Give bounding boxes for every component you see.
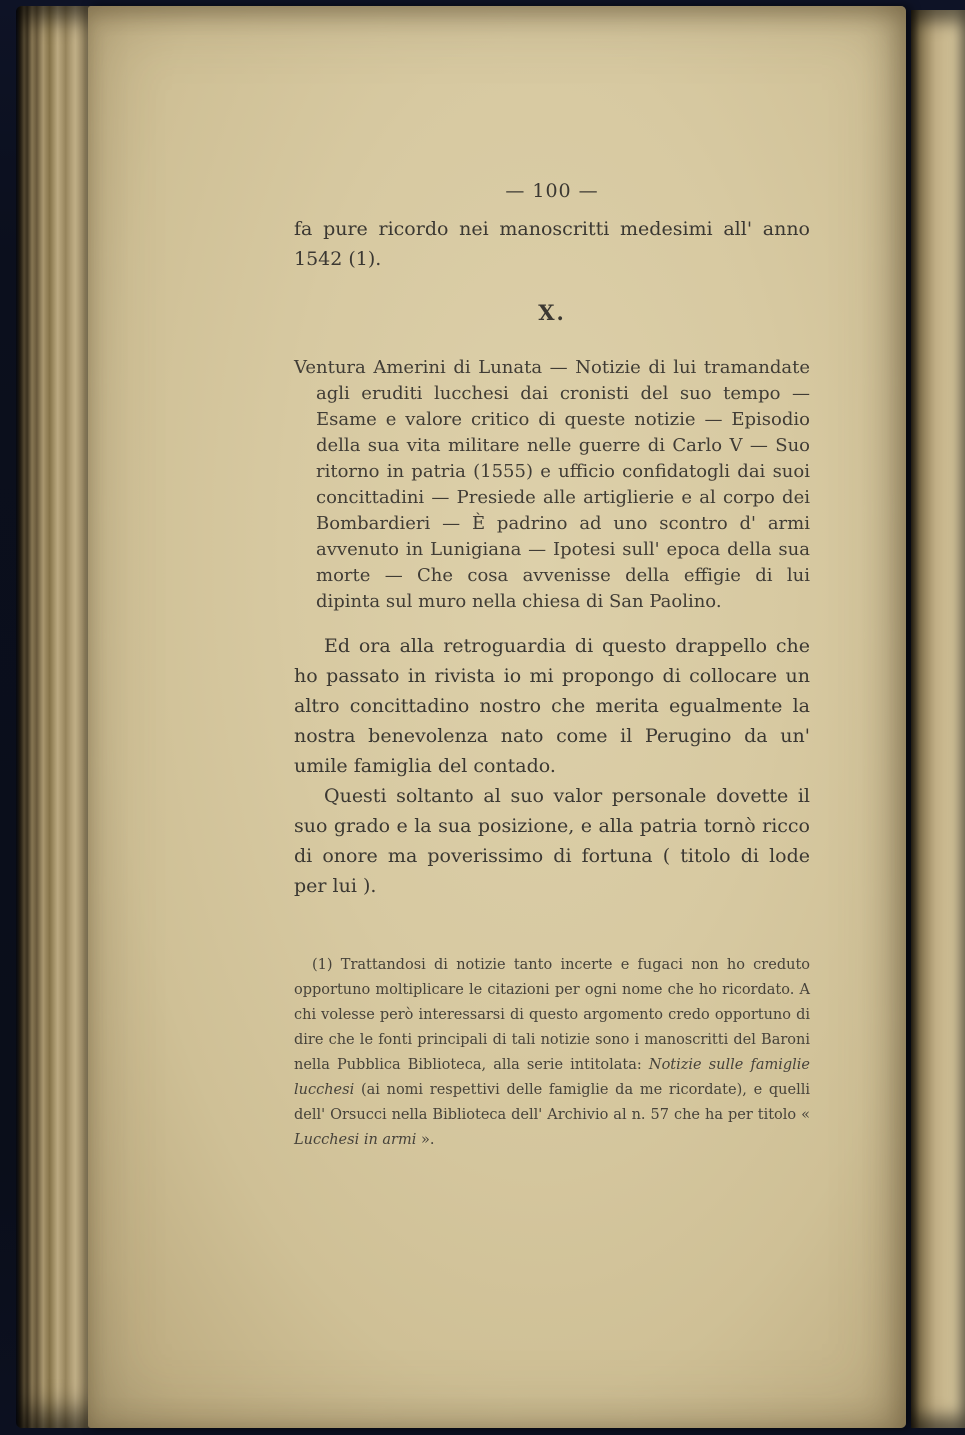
page-content xyxy=(294,178,810,1168)
chapter-summary: Ventura Amerini di Lunata — Notizie di lui tramandate agli eruditi lucchesi dai cronisti del suo tempo — Esame e valore critico di queste notizie — Episodio della sua vita militare nelle guerre di Carlo V — Suo ritorno in patria (1555) e ufficio confidatogli dai suoi concittadini — Presiede alle artiglierie e al corpo dei Bombardieri — È padrino ad uno scontro d' armi avvenuto in Lunigiana — Ipotesi sull' epoca della sua morte — Che cosa avvenisse della effigie di lui dipinta sul muro nella chiesa di San Paolino. xyxy=(294,357,810,612)
body-paragraph: Ed ora alla retroguardia di questo drappello che ho passato in rivista io mi propongo di collocare un altro concittadino nostro che merita egualmente la nostra benevolenza nato come il Perugino da un' umile famiglia del contado. xyxy=(294,635,810,777)
chapter-number-heading: X. xyxy=(538,300,566,325)
footnote-text: (1) Trattandosi di notizie tanto incerte e fugaci non ho creduto opportuno moltiplicare le citazioni per ogni nome che ho ricordato. A chi volesse però interessarsi di questo argomento credo opportuno di dire che le fonti principali di tali notizie sono i manoscritti del Baroni nella Pubblica Biblioteca, alla serie intitolata: xyxy=(294,957,810,1073)
page-number: — 100 — xyxy=(505,180,599,202)
body-text-block xyxy=(294,631,810,901)
footnote-text: ». xyxy=(416,1132,435,1148)
footnote xyxy=(294,953,810,1153)
body-paragraph: Questi soltanto al suo valor personale dovette il suo grado e la sua posizione, e alla patria tornò ricco di onore ma poverissimo di fortuna ( titolo di lode per lui ). xyxy=(294,785,810,897)
page-stack-edges xyxy=(16,6,96,1428)
footnote-cited-title: Notizie sulle famiglie lucchesi xyxy=(294,1057,810,1098)
next-page-edge xyxy=(911,10,965,1428)
footnote-cited-title: Lucchesi in armi xyxy=(294,1132,417,1148)
footnote-text: (ai nomi respettivi delle famiglie da me ricordate), e quelli dell' Orsucci nella Biblioteca dell' Archivio al n. 57 che ha per titolo « xyxy=(294,1082,810,1123)
continuation-paragraph: fa pure ricordo nei manoscritti medesimi all' anno 1542 (1). xyxy=(294,218,810,270)
book-page xyxy=(88,6,906,1428)
